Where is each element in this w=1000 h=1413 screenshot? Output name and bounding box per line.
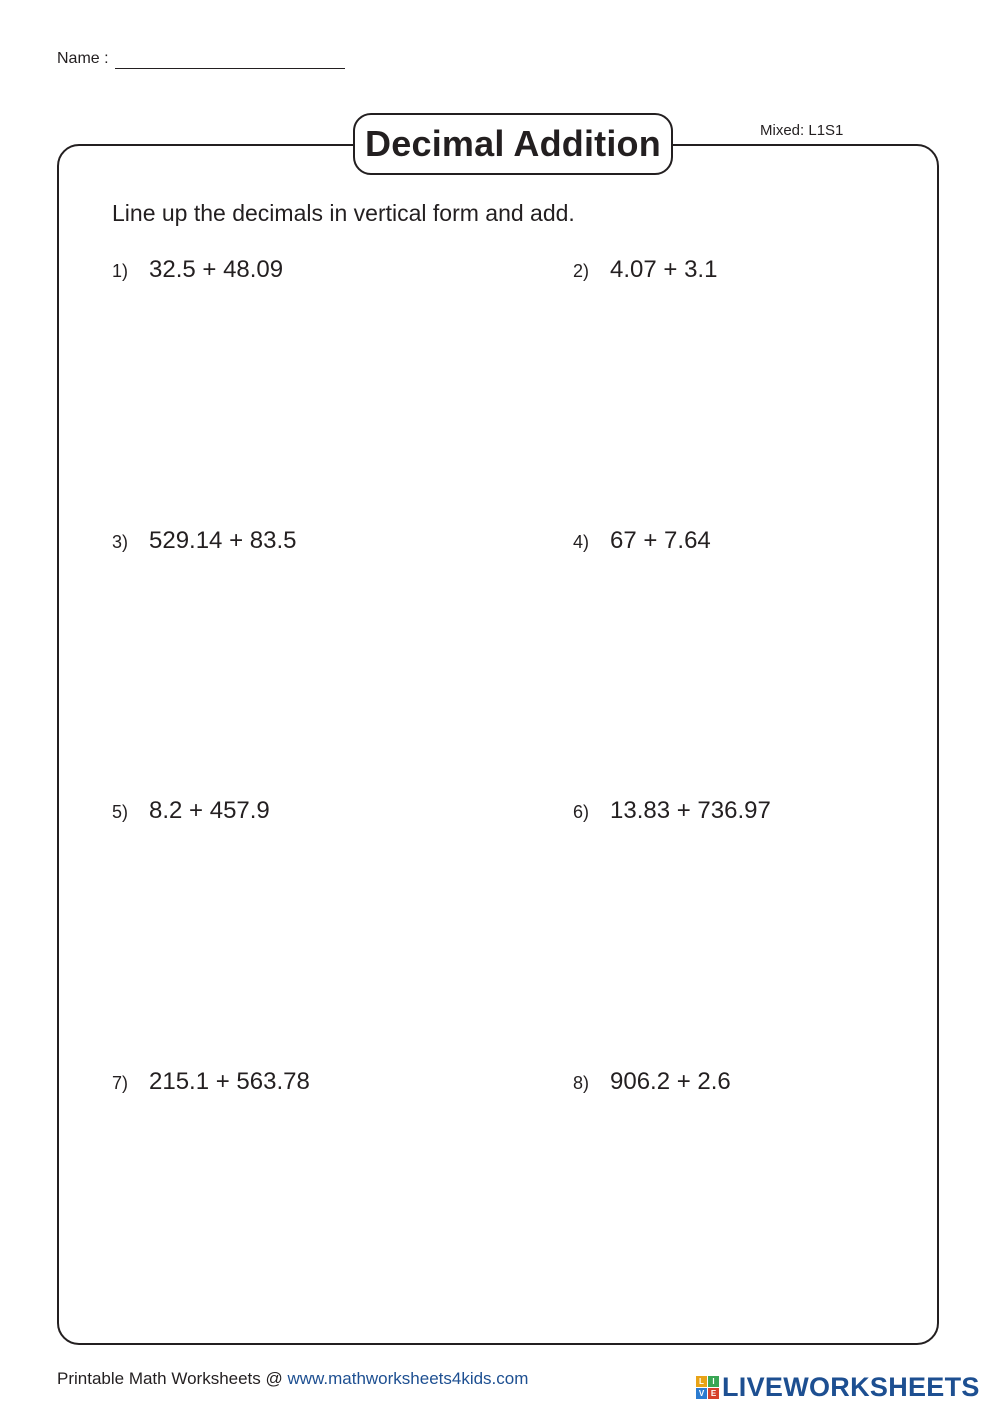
problem-8	[573, 1068, 731, 1096]
footer-link[interactable]: www.mathworksheets4kids.com	[287, 1369, 529, 1388]
problem-number: 1)	[112, 261, 129, 281]
problem-number: 7)	[112, 1073, 129, 1093]
problem-3	[112, 527, 296, 555]
logo-tile-e: E	[708, 1388, 719, 1399]
problem-2	[573, 256, 717, 284]
problem-expression: 13.83 + 736.97	[610, 797, 771, 824]
problem-expression: 67 + 7.64	[610, 527, 711, 554]
level-tag: Mixed: L1S1	[760, 122, 844, 139]
problem-expression: 32.5 + 48.09	[149, 256, 284, 283]
logo-tile-l: L	[696, 1376, 707, 1387]
liveworksheets-logo-icon	[696, 1376, 719, 1399]
title-box	[353, 113, 673, 175]
problem-expression: 215.1 + 563.78	[149, 1068, 310, 1095]
page-title: Decimal Addition	[365, 123, 661, 164]
problem-number: 2)	[573, 261, 590, 281]
name-label: Name :	[57, 50, 109, 67]
problem-7	[112, 1068, 310, 1096]
instructions: Line up the decimals in vertical form and add.	[112, 200, 575, 226]
footer	[57, 1369, 528, 1389]
problem-expression: 4.07 + 3.1	[610, 256, 718, 283]
logo-tile-i: I	[708, 1376, 719, 1387]
liveworksheets-brand[interactable]	[696, 1373, 980, 1401]
problem-number: 5)	[112, 802, 129, 822]
logo-tile-v: V	[696, 1388, 707, 1399]
problem-expression: 906.2 + 2.6	[610, 1068, 731, 1095]
worksheet-frame	[57, 144, 939, 1345]
problem-number: 8)	[573, 1073, 590, 1093]
footer-text: Printable Math Worksheets @	[57, 1369, 288, 1388]
brand-name: LIVEWORKSHEETS	[722, 1372, 980, 1402]
problem-number: 6)	[573, 802, 590, 822]
problem-5	[112, 797, 270, 825]
name-row	[57, 47, 345, 69]
problem-number: 4)	[573, 532, 590, 552]
problem-1	[112, 256, 283, 284]
problem-6	[573, 797, 771, 825]
name-blank-line[interactable]	[115, 47, 345, 69]
problem-expression: 529.14 + 83.5	[149, 527, 297, 554]
problem-expression: 8.2 + 457.9	[149, 797, 270, 824]
problem-number: 3)	[112, 532, 129, 552]
problem-4	[573, 527, 711, 555]
